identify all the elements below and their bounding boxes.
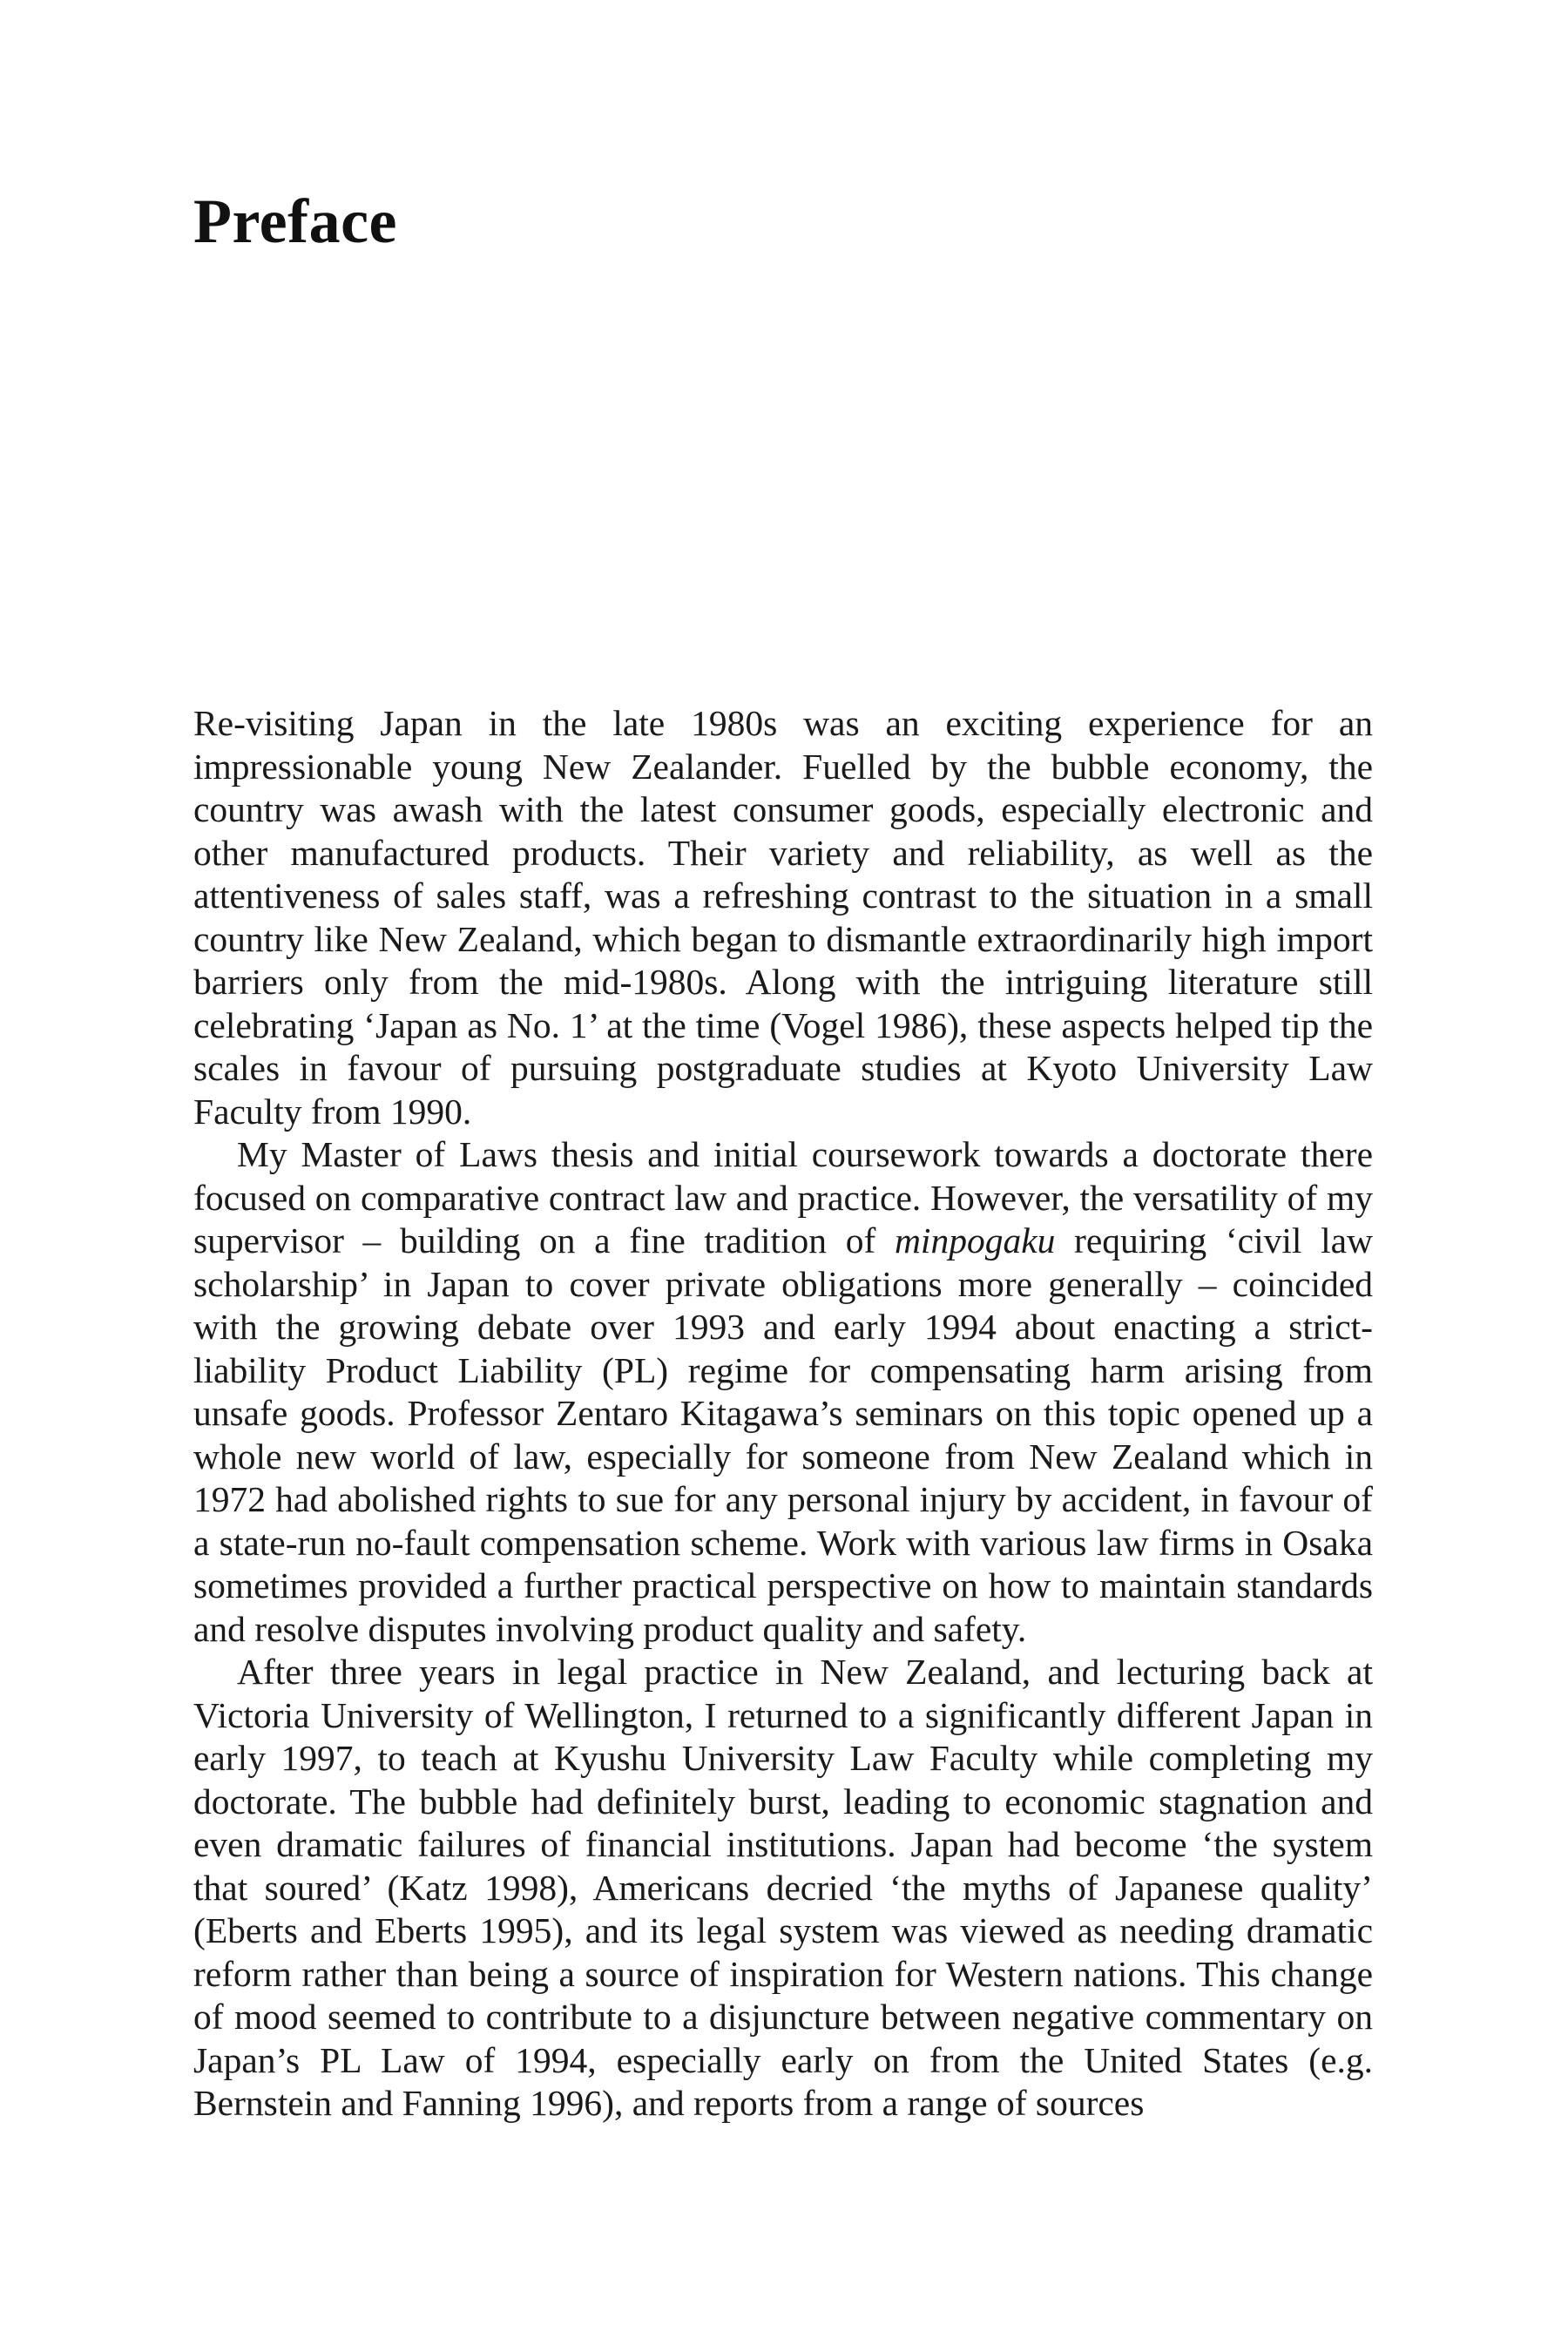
- paragraph-1-text: Re-visiting Japan in the late 1980s was an exciting experience for an impressionable young New Zealander. Fuelled by the bubble economy, the country was awash with the latest consumer goods, especially electronic and other manufactured products. Their variety and reliability, as well as the attentiveness of sales staff, was a refreshing contrast to the situation in a small country like New Zealand, which began to dismantle extraordinarily high import barriers only from the mid-1980s. Along with the intriguing literature still celebrating ‘Japan as No. 1’ at the time (Vogel 1986), these aspects helped tip the scales in favour of pursuing postgraduate studies at Kyoto University Law Faculty from 1990.: [193, 703, 1373, 1132]
- paragraph-2-text-a: My Master of Laws thesis and initial coursework towards a doctorate there focused on comparative contract law and practice. However, the versatility of my supervisor – building on a fine tradition of: [193, 1134, 1373, 1260]
- body-text: [193, 702, 1373, 2126]
- paragraph-3-text: After three years in legal practice in New Zealand, and lecturing back at Victoria University of Wellington, I returned to a significantly different Japan in early 1997, to teach at Kyushu University Law Faculty while completing my doctorate. The bubble had definitely burst, leading to economic stagnation and even dramatic failures of financial institutions. Japan had become ‘the system that soured’ (Katz 1998), Americans decried ‘the myths of Japanese quality’ (Eberts and Eberts 1995), and its legal system was viewed as needing dramatic reform rather than being a source of inspiration for Western nations. This change of mood seemed to contribute to a disjuncture between negative commentary on Japan’s PL Law of 1994, especially early on from the United States (e.g. Bernstein and Fanning 1996), and reports from a range of sources: [193, 1652, 1373, 2123]
- paragraph-2-text-b: requiring ‘civil law scholarship’ in Japan to cover private obligations more generally – coincided with the growing debate over 1993 and early 1994 about enacting a strict-liability Product Liability (PL) regime for compensating harm arising from unsafe goods. Professor Zentaro Kitagawa’s seminars on this topic opened up a whole new world of law, especially for someone from New Zealand which in 1972 had abolished rights to sue for any personal injury by accident, in favour of a state-run no-fault compensation scheme. Work with various law firms in Osaka sometimes provided a further practical perspective on how to maintain standards and resolve disputes involving product quality and safety.: [193, 1220, 1373, 1649]
- paragraph-2-italic-term: minpogaku: [894, 1220, 1056, 1260]
- paragraph-3: [193, 1651, 1373, 2126]
- paragraph-1: [193, 702, 1373, 1133]
- paragraph-2: [193, 1133, 1373, 1651]
- page-title: Preface: [193, 186, 397, 256]
